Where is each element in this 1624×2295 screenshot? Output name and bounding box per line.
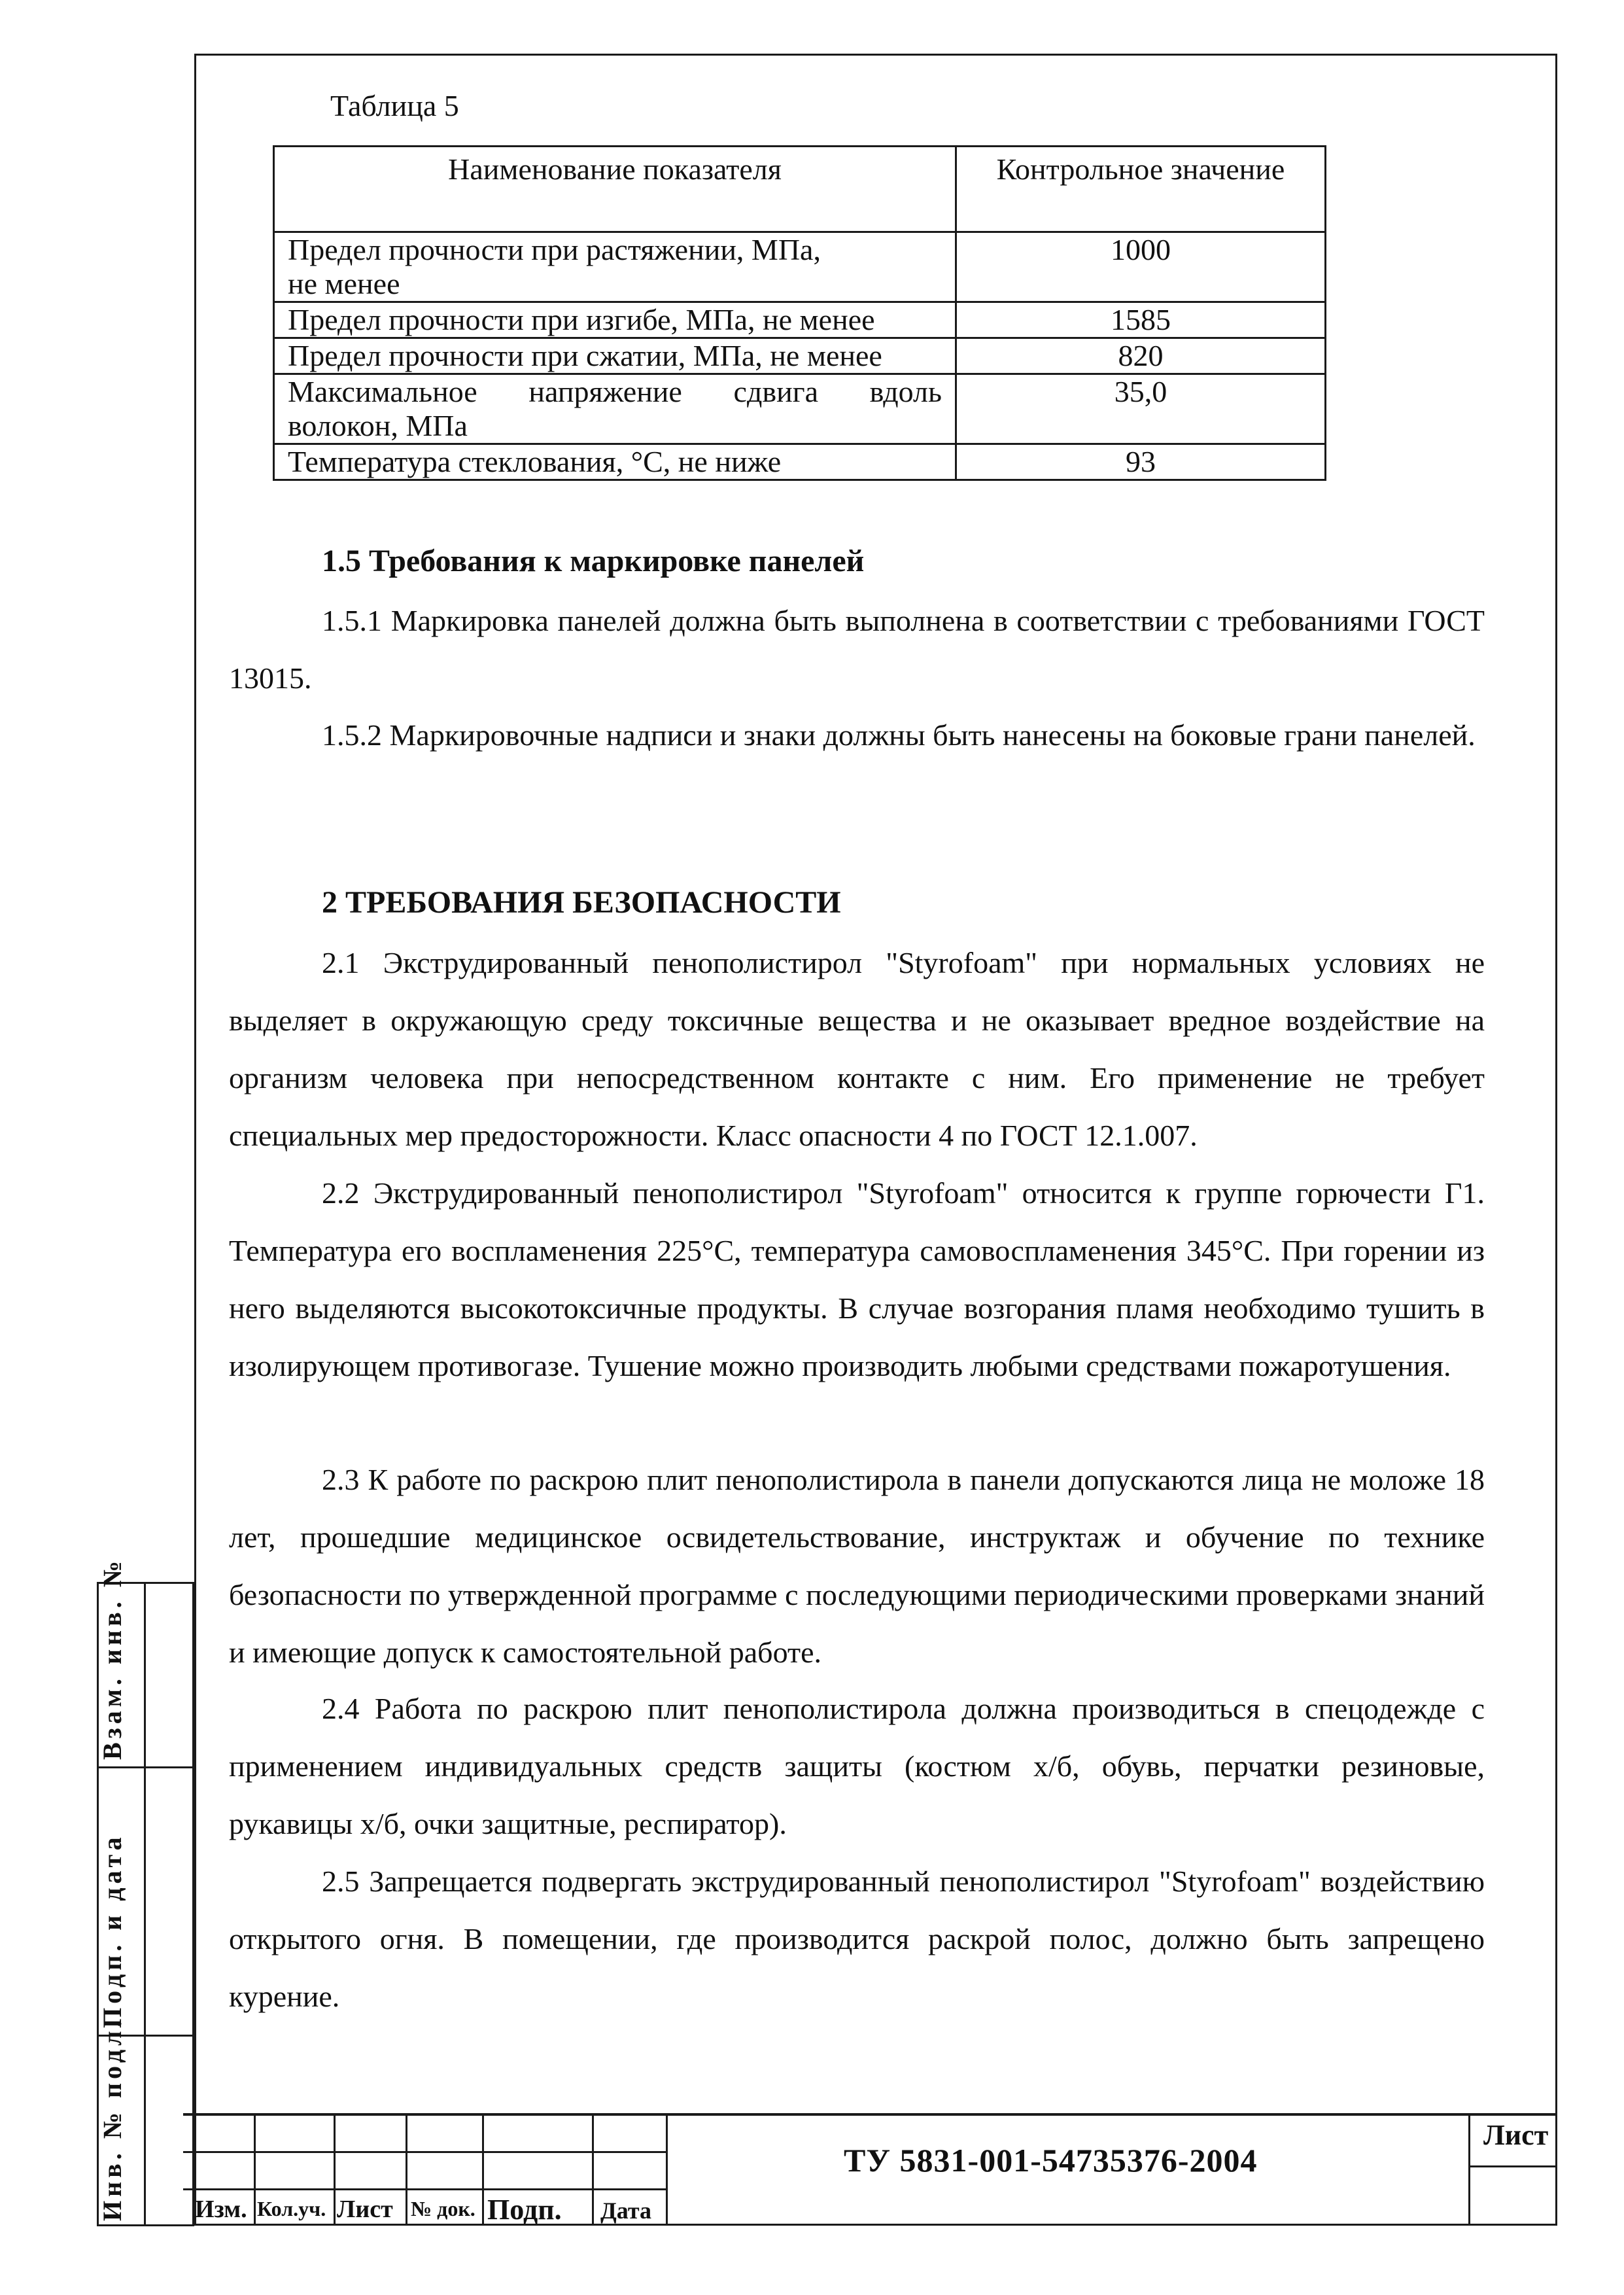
table-cell-name: Температура стеклования, °С, не ниже [274, 444, 956, 480]
properties-table [273, 145, 1326, 481]
paragraph-1-5-2: 1.5.2 Маркировочные надписи и знаки должны быть нанесены на боковые грани панелей. [322, 718, 1476, 752]
table-row [274, 374, 1326, 444]
sheet-label: Лист [1483, 2119, 1549, 2151]
stamp-vzam-inv: Взам. инв. № [97, 1557, 127, 1760]
table-cell-value: 35,0 [956, 374, 1326, 444]
table-cell-value: 820 [956, 338, 1326, 374]
title-block-label-kol-uch: Кол.уч. [257, 2197, 326, 2220]
table-caption: Таблица 5 [330, 89, 459, 122]
table-cell-name: Максимальное напряжение сдвига вдоль волокон, МПа [274, 374, 956, 444]
title-block-label-izm: Изм. [195, 2196, 247, 2223]
table-cell-name: Предел прочности при сжатии, МПа, не менее [274, 338, 956, 374]
table-row [274, 444, 1326, 480]
table-cell-value: 1585 [956, 302, 1326, 338]
title-block-label-podp: Подп. [487, 2194, 562, 2226]
title-block-label-data: Дата [600, 2198, 651, 2224]
title-block-label-list: Лист [337, 2196, 393, 2223]
table-cell-name: Предел прочности при изгибе, МПа, не менее [274, 302, 956, 338]
paragraph-2-1: 2.1 Экструдированный пенополистирол "Styrofoam" при нормальных условиях не выделяет в окружающую среду токсичные вещества и не оказывает вредное воздействие на организм человека при непосредственном контакте с ним. Его применение не требует специальных мер предосторожности. Класс опасности 4 по ГОСТ 12.1.007. [229, 946, 1485, 1152]
document-code: ТУ 5831-001-54735376-2004 [844, 2142, 1258, 2179]
column-header-name: Наименование показателя [274, 147, 956, 232]
table-cell-value: 93 [956, 444, 1326, 480]
title-block-label-n-dok: № док. [411, 2197, 475, 2220]
paragraph-2-3: 2.3 К работе по раскрою плит пенополистирола в панели допускаются лица не моложе 18 лет, прошедшие медицинское освидетельствование, инструктаж и обучение по технике безопасности по утвержденной программе с последующими периодическими проверками знаний и имеющие допуск к самостоятельной работе. [229, 1463, 1485, 1669]
stamp-podp-data: Подп. и дата [97, 1833, 127, 2028]
table-header-row [274, 147, 1326, 232]
table-row [274, 338, 1326, 374]
paragraph-2-5: 2.5 Запрещается подвергать экструдированный пенополистирол "Styrofoam" воздействию открытого огня. В помещении, где производится раскрой полос, должно быть запрещено курение. [229, 1865, 1485, 2013]
paragraph-1-5-1: 1.5.1 Маркировка панелей должна быть выполнена в соответствии с требованиями ГОСТ 13015. [229, 604, 1485, 695]
table-row [274, 302, 1326, 338]
stamp-inv-podl: Инв. № подл. [97, 2016, 127, 2221]
table-row [274, 232, 1326, 302]
paragraph-2-2: 2.2 Экструдированный пенополистирол "Styrofoam" относится к группе горючести Г1. Температура его воспламенения 225°С, температура самовоспламенения 345°С. При горении из него выделяются высокотоксичные продукты. В случае возгорания пламя необходимо тушить в изолирующем противогазе. Тушение можно производить любыми средствами пожаротушения. [229, 1176, 1485, 1382]
section-1-5-heading: 1.5 Требования к маркировке панелей [322, 544, 865, 578]
table-cell-name: Предел прочности при растяжении, МПа, не менее [274, 232, 956, 302]
column-header-value: Контрольное значение [956, 147, 1326, 232]
table-cell-value: 1000 [956, 232, 1326, 302]
paragraph-2-4: 2.4 Работа по раскрою плит пенополистирола должна производиться в спецодежде с применением индивидуальных средств защиты (костюм х/б, обувь, перчатки резиновые, рукавицы х/б, очки защитные, респиратор). [229, 1692, 1485, 1840]
section-2-heading: 2 ТРЕБОВАНИЯ БЕЗОПАСНОСТИ [322, 885, 841, 920]
